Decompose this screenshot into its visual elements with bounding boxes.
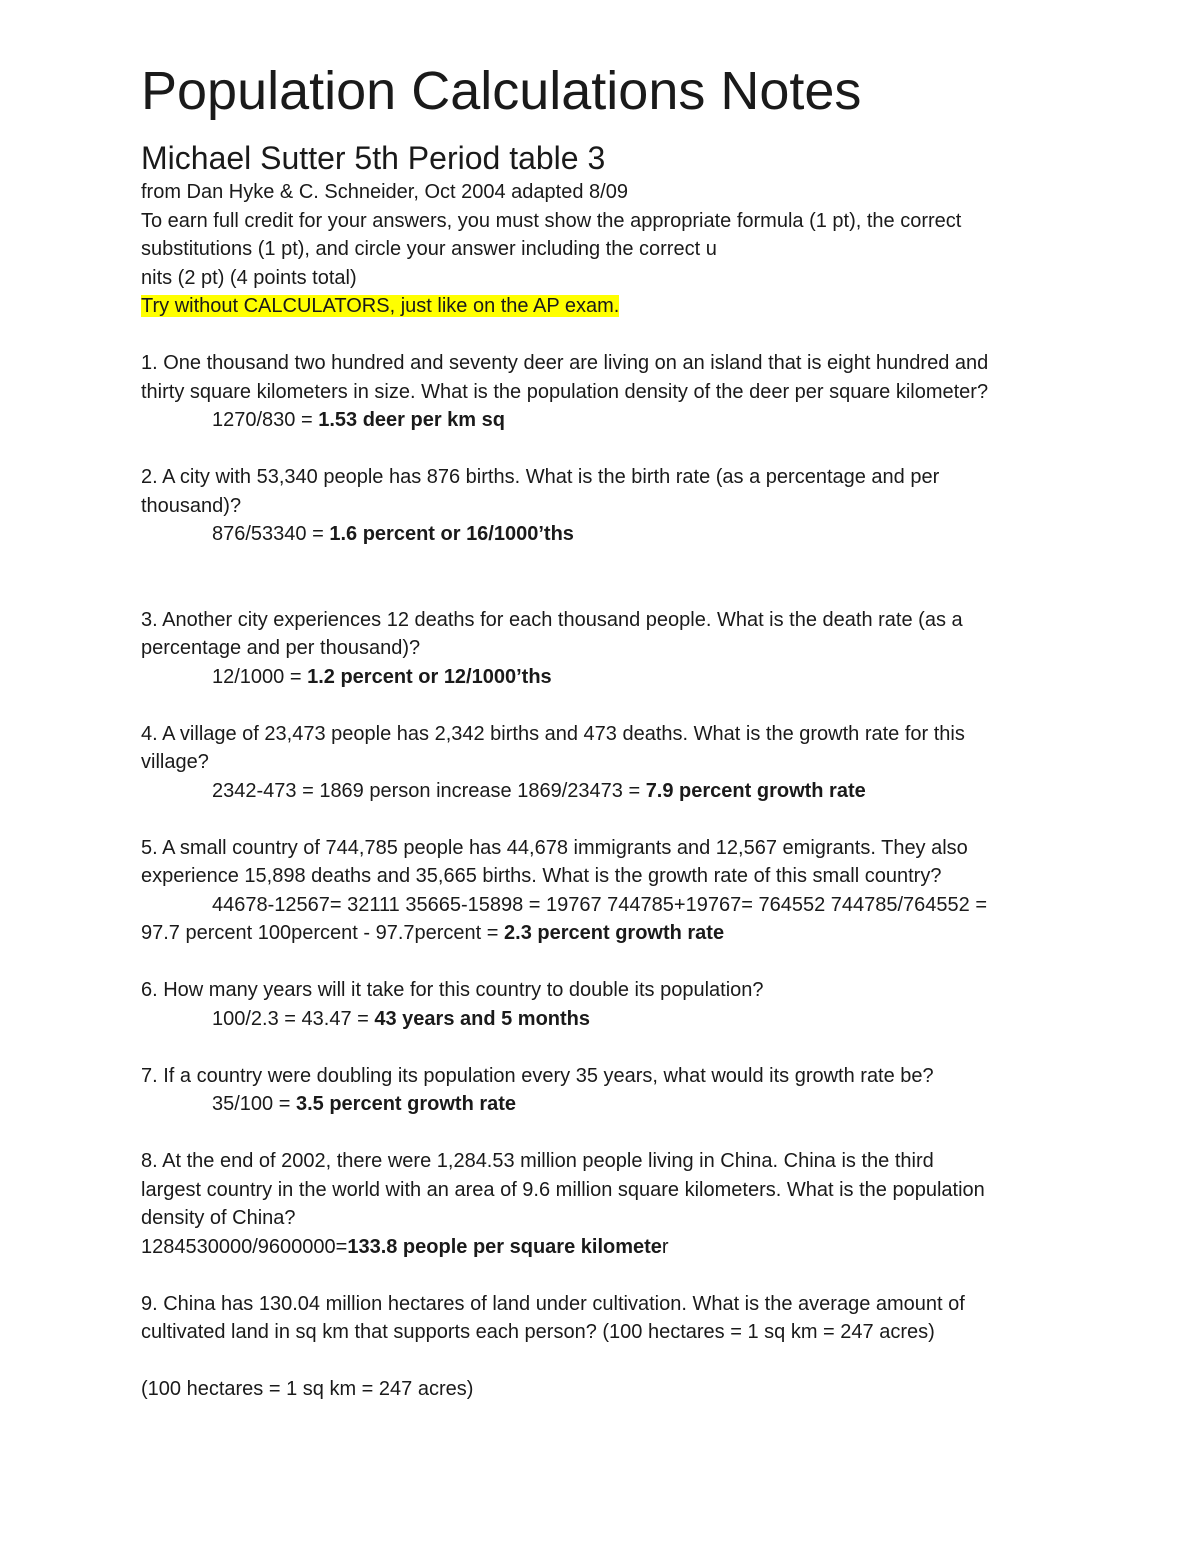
q4-line-2: village? [141, 751, 209, 773]
instructions-line-1: To earn full credit for your answers, you must show the appropriate formula (1 pt), the correct [141, 209, 962, 232]
page-subtitle: Michael Sutter 5th Period table 3 [141, 140, 606, 176]
q7-work [141, 1090, 1071, 1119]
footer-note: (100 hectares = 1 sq km = 247 acres) [141, 1378, 474, 1400]
q6-line-1: 6. How many years will it take for this country to double its population? [141, 979, 764, 1001]
q2-work-text: 876/53340 = [212, 523, 330, 545]
q5-line-2: experience 15,898 deaths and 35,665 births. What is the growth rate of this small country? [141, 865, 942, 887]
q5-work-1: 44678-12567= 32111 35665-15898 = 19767 744785+19767= 764552 744785/764552 = [212, 893, 988, 916]
q8-answer: 133.8 people per square kilomete [347, 1235, 662, 1258]
q7-work-text: 35/100 = [212, 1093, 296, 1115]
q1-work-text: 1270/830 = [212, 409, 319, 431]
q5-work-2 [141, 919, 1071, 948]
q4-work [141, 777, 1071, 806]
instructions-line-3: nits (2 pt) (4 points total) [141, 266, 357, 289]
highlight-note-line [141, 292, 1071, 321]
q1-work [141, 406, 1071, 435]
q2-line-1: 2. A city with 53,340 people has 876 births. What is the birth rate (as a percentage and per [141, 466, 940, 488]
q6-work-text: 100/2.3 = 43.47 = [212, 1007, 375, 1030]
q5-answer: 2.3 percent growth rate [504, 922, 725, 944]
q7-answer: 3.5 percent growth rate [295, 1093, 517, 1115]
instructions-line-2: substitutions (1 pt), and circle your answer including the correct u [141, 238, 717, 260]
q8-line-2: largest country in the world with an area of 9.6 million square kilometers. What is the population [141, 1178, 985, 1201]
q2-line-2: thousand)? [141, 494, 242, 517]
q4-answer: 7.9 percent growth rate [645, 779, 866, 802]
q2-answer: 1.6 percent or 16/1000’ths [329, 523, 574, 545]
q1-line-2: thirty square kilometers in size. What is the population density of the deer per square kilometer? [141, 380, 989, 403]
q6-work [141, 1005, 1071, 1034]
document-body [141, 178, 1071, 1404]
q7-line-1: 7. If a country were doubling its population every 35 years, what would its growth rate be? [141, 1064, 934, 1087]
q2-work [141, 520, 1071, 549]
q8-work [141, 1233, 1071, 1262]
q5-line-1: 5. A small country of 744,785 people has 44,678 immigrants and 12,567 emigrants. They also [141, 836, 968, 859]
source-line: from Dan Hyke & C. Schneider, Oct 2004 adapted 8/09 [141, 181, 628, 203]
q3-line-2: percentage and per thousand)? [141, 637, 421, 659]
q4-work-text: 2342-473 = 1869 person increase 1869/23473 = [212, 779, 646, 802]
q4-line-1: 4. A village of 23,473 people has 2,342 births and 473 deaths. What is the growth rate for this [141, 722, 965, 745]
highlighted-note: Try without CALCULATORS, just like on the AP exam. [141, 295, 620, 317]
q8-work-text: 1284530000/9600000= [141, 1235, 348, 1258]
q6-answer: 43 years and 5 months [374, 1007, 591, 1030]
q1-answer: 1.53 deer per km sq [318, 409, 505, 431]
q3-answer: 1.2 percent or 12/1000’ths [307, 665, 552, 688]
q1-line-1: 1. One thousand two hundred and seventy deer are living on an island that is eight hundred and [141, 352, 989, 374]
q8-answer-tail: r [661, 1235, 669, 1258]
q9-line-2: cultivated land in sq km that supports each person? (100 hectares = 1 sq km = 247 acres) [141, 1321, 935, 1343]
q5-work-text: 97.7 percent 100percent - 97.7percent = [141, 922, 505, 944]
q8-line-1: 8. At the end of 2002, there were 1,284.53 million people living in China. China is the third [141, 1150, 934, 1172]
q3-work-text: 12/1000 = [212, 665, 308, 688]
q8-line-3: density of China? [141, 1207, 296, 1229]
q3-line-1: 3. Another city experiences 12 deaths for each thousand people. What is the death rate (as a [141, 608, 963, 631]
q9-line-1: 9. China has 130.04 million hectares of land under cultivation. What is the average amount of [141, 1292, 965, 1315]
page-title: Population Calculations Notes [141, 61, 862, 121]
q3-work [141, 663, 1071, 692]
